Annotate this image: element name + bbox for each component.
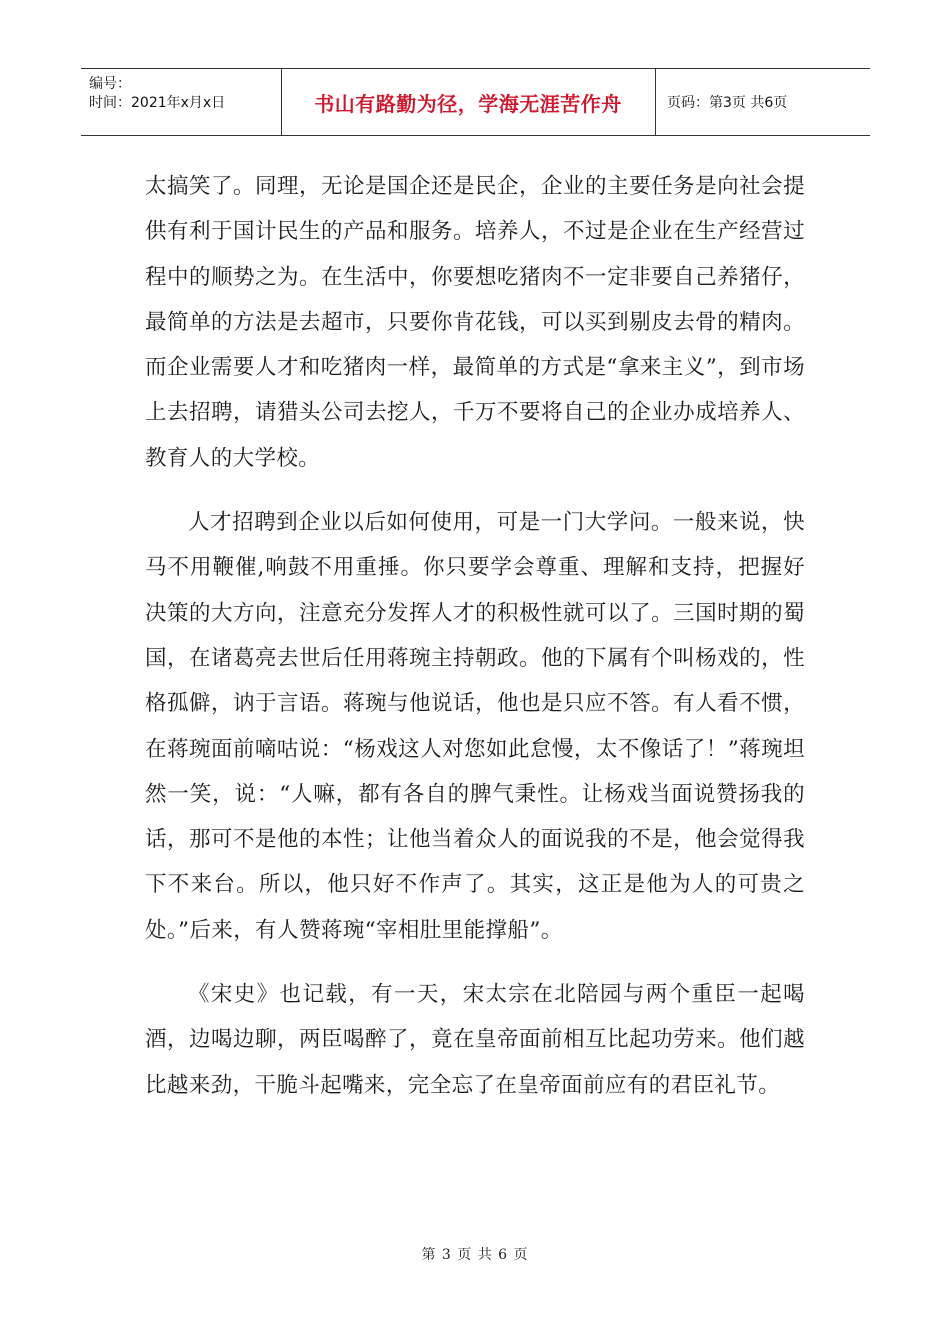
paragraph: 人才招聘到企业以后如何使用，可是一门大学问。一般来说，快马不用鞭催,响鼓不用重捶。你只要学会尊重、理解和支持，把握好决策的大方向，注意充分发挥人才的积极性就可以了。三国时期的蜀国，在诸葛亮去世后任用蒋琬主持朝政。他的下属有个叫杨戏的，性格孤僻，讷于言语。蒋琬与他说话，他也是只应不答。有人看不惯，在蒋琬面前嘀咕说：“杨戏这人对您如此怠慢，太不像话了！”蒋琬坦然一笑，说：“人嘛，都有各自的脾气秉性。让杨戏当面说赞扬我的话，那可不是他的本性；让他当着众人的面说我的不是，他会觉得我下不来台。所以，他只好不作声了。其实，这正是他为人的可贵之处。”后来，有人赞蒋琬“宰相肚里能撑船”。: [145, 510, 805, 943]
header-meta: [81, 69, 281, 135]
document-body: [145, 164, 805, 1108]
paragraph: 《宋史》也记载，有一天，宋太宗在北陪园与两个重臣一起喝酒，边喝边聊，两臣喝醉了，竟在皇帝面前相互比起功劳来。他们越比越来劲，干脆斗起嘴来，完全忘了在皇帝面前应有的君臣礼节。: [145, 982, 805, 1098]
document-number-label: 编号：: [89, 76, 131, 92]
header-motto: 书山有路勤为径，学海无涯苦作舟: [314, 91, 622, 116]
document-date-label: 时间：2021年x月x日: [89, 95, 226, 111]
header-page-info: 页码：第3页 共6页: [667, 95, 788, 111]
document-header: [81, 68, 870, 136]
header-divider-left: [281, 69, 282, 135]
page-footer: 第 3 页 共 6 页: [421, 1247, 529, 1263]
paragraph: 太搞笑了。同理，无论是国企还是民企，企业的主要任务是向社会提供有利于国计民生的产品和服务。培养人，不过是企业在生产经营过程中的顺势之为。在生活中，你要想吃猪肉不一定非要自己养猪仔，最简单的方法是去超市，只要你肯花钱，可以买到剔皮去骨的精肉。而企业需要人才和吃猪肉一样，最简单的方式是“拿来主义”，到市场上去招聘，请猎头公司去挖人，千万不要将自己的企业办成培养人、教育人的大学校。: [145, 174, 805, 471]
header-divider-right: [655, 69, 656, 135]
